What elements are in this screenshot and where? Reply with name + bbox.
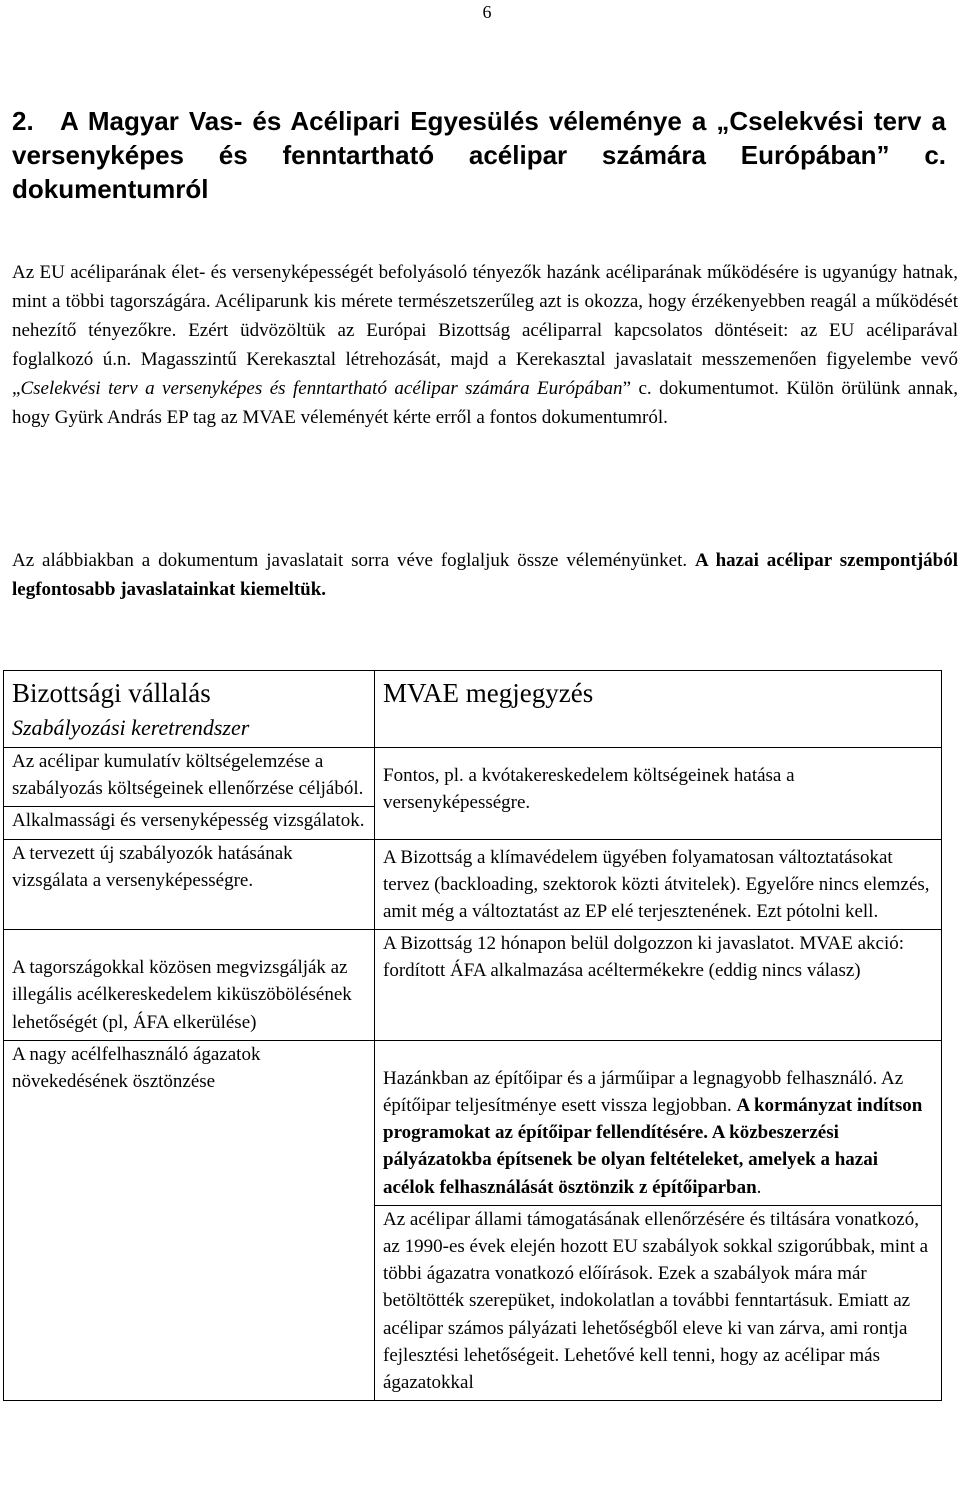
page-number: 6	[482, 2, 492, 22]
commitment-text: Az acélipar kumulatív költségelemzése a szabályozás költségeinek ellenőrzése céljából.	[12, 751, 364, 800]
remark-cell	[375, 1040, 942, 1205]
summary-highlight: A hazai acélipar szempontjából legfontosabb javaslatainkat kiemeltük.	[12, 550, 958, 601]
remark-text: A Bizottság a klímavédelem ügyében folyamatosan változtatásokat tervez (backloading, szektorok közti átvitelek). Egyelőre nincs elemzés, amit még a változtatást az EP elé terjesztenének. Ezt pótolni kell.	[383, 846, 930, 923]
table-row	[4, 748, 942, 807]
commitment-cell	[4, 748, 375, 807]
remark-cell	[375, 1205, 942, 1400]
table-row	[4, 930, 942, 1041]
remark-text: A Bizottság 12 hónapon belül dolgozzon ki javaslatot. MVAE akció: fordított ÁFA alkalmazása acéltermékekre (eddig nincs válasz)	[383, 933, 905, 982]
table-row	[4, 839, 942, 930]
intro-text-b: ” c. dokumentumot. Külön örülünk annak, hogy Gyürk András EP tag az MVAE véleményét kérte erről a fontos dokumentumról.	[12, 378, 959, 429]
subheader-regulatory-framework: Szabályozási keretrendszer	[12, 715, 250, 740]
remark-cell	[375, 839, 942, 930]
summary-paragraph	[12, 546, 958, 604]
table-row	[4, 1040, 942, 1205]
intro-paragraph	[12, 258, 958, 433]
commitment-text: Alkalmassági és versenyképesség vizsgálatok.	[12, 810, 365, 832]
section-title: A Magyar Vas- és Acélipari Egyesülés véleménye a „Cselekvési terv a versenyképes és fenntartható acélipar számára Európában” c. dokumentumról	[12, 106, 946, 204]
commitment-cell	[4, 1040, 375, 1400]
summary-text: Az alábbiakban a dokumentum javaslatait sorra véve foglaljuk össze véleményünket.	[12, 550, 696, 571]
remark-cell	[375, 748, 942, 840]
commitment-text: A nagy acélfelhasználó ágazatok növekedésének ösztönzése	[12, 1043, 261, 1093]
remark-plain: Hazánkban az építőipar és a járműipar a legnagyobb felhasználó. Az építőipar teljesítménye esett vissza legjobban.	[383, 1067, 904, 1117]
remark-text: Fontos, pl. a kvótakereskedelem költségeinek hatása a versenyképességre.	[383, 765, 795, 814]
section-heading	[12, 104, 946, 206]
commitment-text: A tervezett új szabályozók hatásának vizsgálata a versenyképességre.	[12, 842, 293, 891]
remark-end: .	[756, 1176, 762, 1198]
commitment-text: A tagországokkal közösen megvizsgálják az illegális acélkereskedelem kiküszöbölésének lehetőségét (pl, ÁFA elkerülése)	[12, 957, 352, 1033]
remark-cell	[375, 930, 942, 1041]
header-cell-remark	[375, 671, 942, 748]
commitment-table	[3, 670, 942, 1401]
table-header-row	[4, 671, 942, 748]
intro-text-a: Az EU acéliparának élet- és versenyképességét befolyásoló tényezők hazánk acéliparának működésére is ugyanúgy hatnak, mint a többi tagországára. Acéliparunk kis mérete természetszerűleg azt is okozza, hogy érzékenyebben reagál a működését nehezítő tényezőkre. Ezért üdvözöltük az Európai Bizottság acéliparral kapcsolatos döntéseit: az EU acéliparával foglalkozó ú.n. Magasszintű Kerekasztal létrehozását, majd a Kerekasztal javaslatait messzemenően figyelembe vevő „	[12, 262, 958, 400]
remark-highlight: A kormányzat indítson programokat az építőipar fellendítésére. A közbeszerzési pályázatokba építsenek be olyan feltételeket, amelyek a hazai acélok felhasználását ösztönzik z építőiparban	[383, 1095, 923, 1198]
commitment-cell	[4, 839, 375, 930]
remark-text	[383, 1065, 934, 1201]
column-header-commitment: Bizottsági vállalás	[12, 678, 211, 708]
header-cell-commitment	[4, 671, 375, 748]
commitment-cell	[4, 930, 375, 1041]
section-number: 2.	[12, 106, 34, 136]
column-header-remark: MVAE megjegyzés	[383, 678, 594, 708]
commitment-cell	[4, 807, 375, 839]
intro-document-title: Cselekvési terv a versenyképes és fenntartható acélipar számára Európában	[20, 378, 623, 400]
remark-text: Az acélipar állami támogatásának ellenőrzésére és tiltására vonatkozó, az 1990-es évek elején hozott EU szabályok sokkal szigorúbbak, mint a többi ágazatra vonatkozó előírások. Ezek a szabályok mára már betöltötték szerepüket, indokolatlan a további fenntartásuk. Emiatt az acélipar számos pályázati lehetőségből eleve ki van zárva, ami rontja fejlesztési lehetőségeit. Lehetővé kell tenni, hogy az acélipar más ágazatokkal	[383, 1208, 929, 1394]
